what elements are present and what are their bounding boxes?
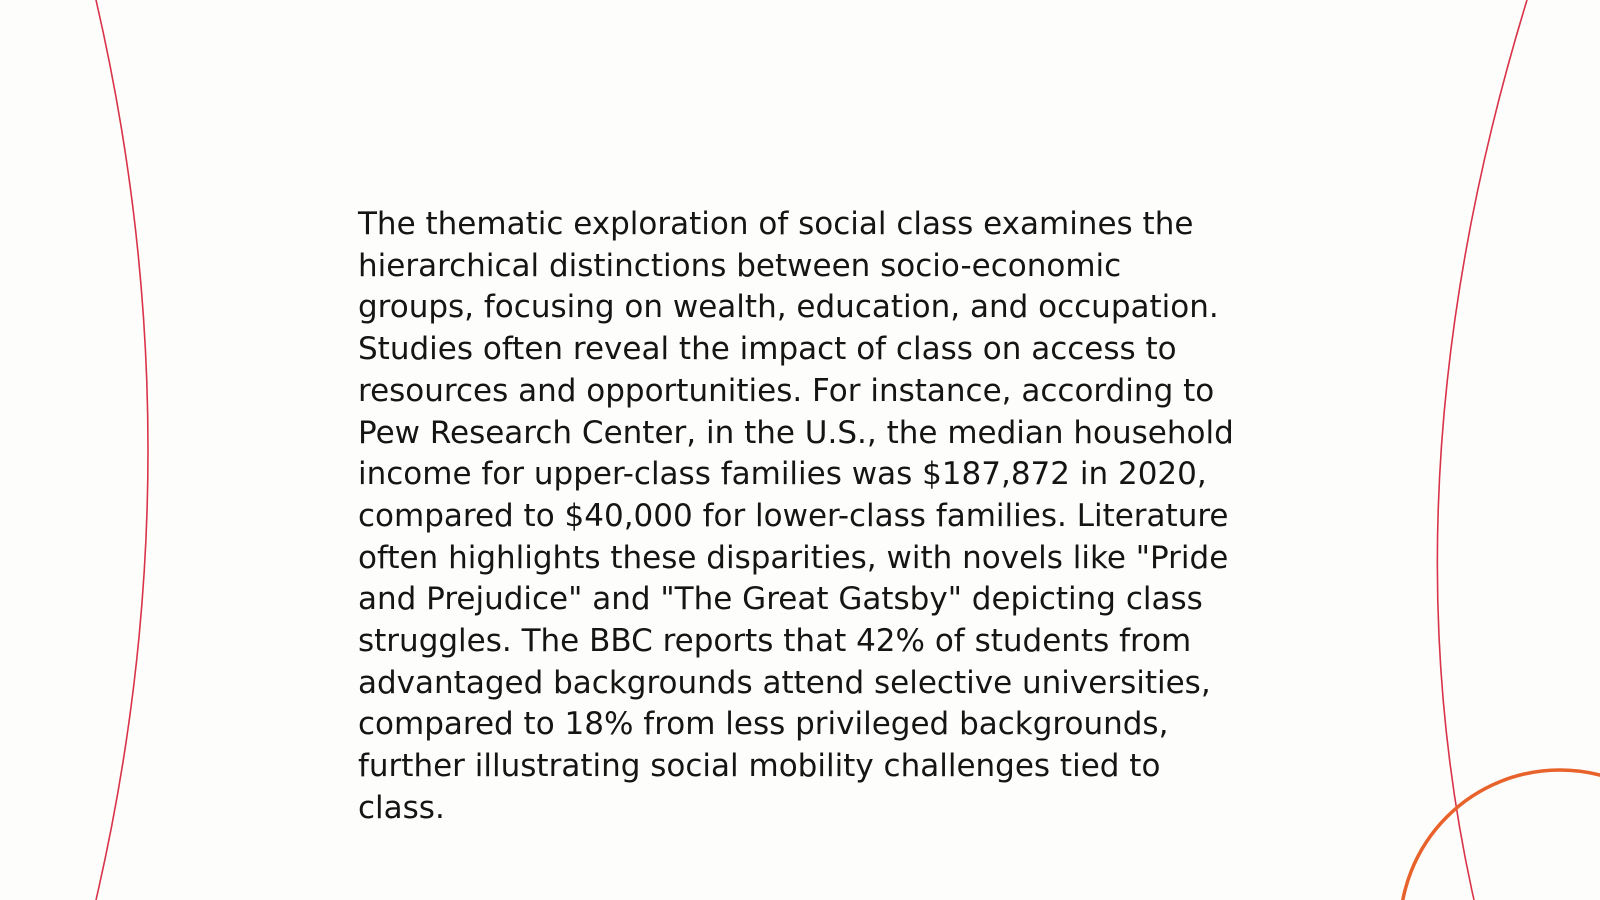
orange-circle-arc xyxy=(1400,770,1600,900)
slide-body-text: The thematic exploration of social class examines the hierarchical distinctions between socio-economic groups, focusing on wealth, education, and occupation. Studies often reveal the impact of class on access to resources and opportunities. For instance, according to Pew Research Center, in the U.S., the median household income for upper-class families was $187,872 in 2020, compared to $40,000 for lower-class families. Literature often highlights these disparities, with novels like "Pride and Prejudice" and "The Great Gatsby" depicting class struggles. The BBC reports that 42% of students from advantaged backgrounds attend selective universities, compared to 18% from less privileged backgrounds, further illustrating social mobility challenges tied to class. xyxy=(358,206,1234,826)
left-arc-line xyxy=(96,0,148,900)
right-arc-line xyxy=(1437,0,1527,900)
